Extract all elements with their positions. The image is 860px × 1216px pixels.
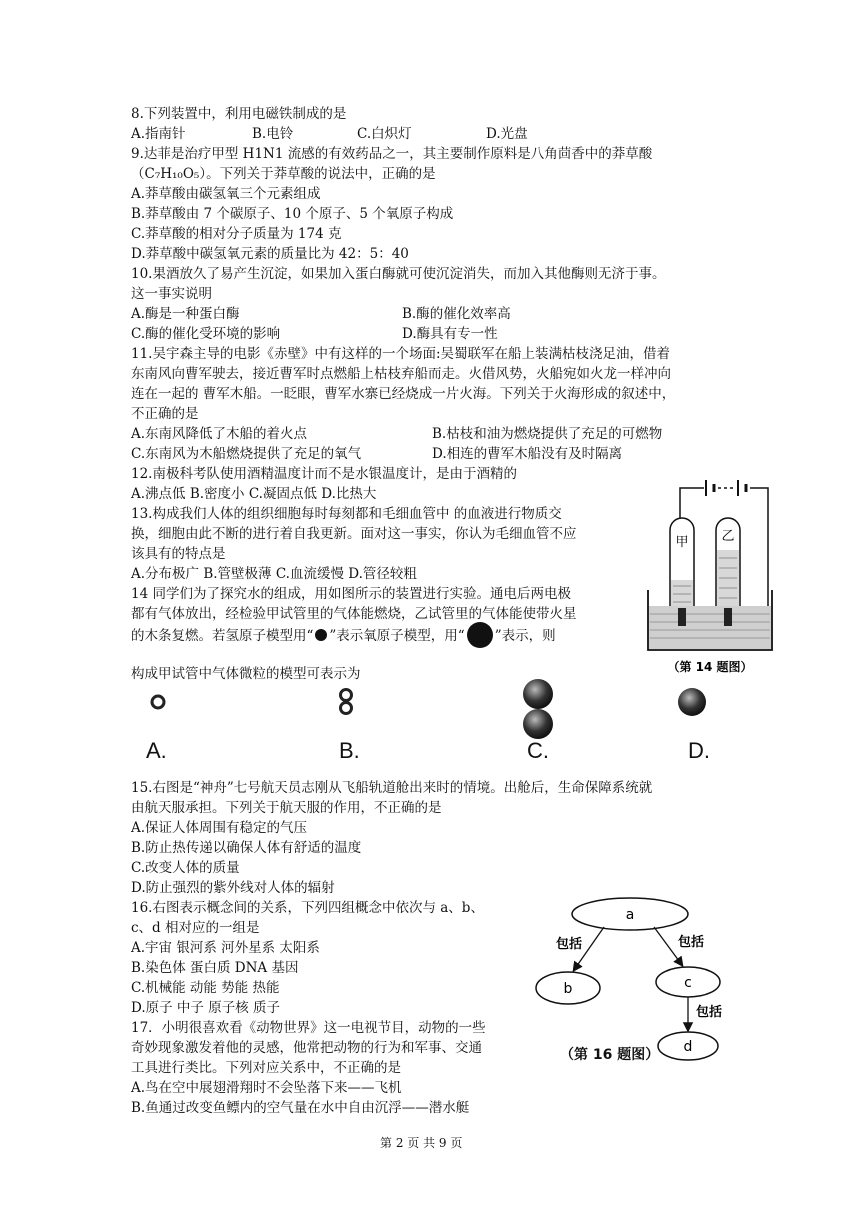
q16-option-a: A.宇宙 银河系 河外星系 太阳系	[131, 940, 320, 956]
page-footer: 第 2 页 共 9 页	[380, 1136, 463, 1150]
q17-option-a: A.鸟在空中展翅滑翔时不会坠落下来——飞机	[131, 1080, 402, 1096]
q14-stem-3	[131, 616, 556, 656]
q8-option-c: C.白炽灯	[357, 126, 412, 142]
oxygen-atom-icon	[467, 622, 493, 648]
q16-stem-1: 16.右图表示概念间的关系，下列四组概念中依次与 a、b、	[131, 900, 484, 916]
q16-option-d: D.原子 中子 原子核 质子	[131, 1000, 281, 1016]
q14-stem-3b: ”表示氧原子模型，用“	[329, 628, 465, 644]
q13-stem-2: 换，细胞由此不断的进行着自我更新。面对这一事实，你认为毛细血管不应	[131, 526, 577, 542]
q13-stem-3: 该具有的特点是	[131, 546, 226, 562]
q16-stem-2: c、d 相对应的一组是	[131, 920, 260, 936]
q10-stem-1: 10.果酒放久了易产生沉淀，如果加入蛋白酶就可使沉淀消失，而加入其他酶则无济于事。	[131, 266, 666, 282]
node-d-label: d	[683, 1039, 693, 1055]
node-b-label: b	[563, 981, 573, 997]
q11-stem-3: 连在一起的 曹军木船。一眨眼，曹军水寨已经烧成一片火海。下列关于火海形成的叙述中，	[131, 386, 676, 402]
q15-stem-2: 由航天服承担。下列关于航天服的作用，不正确的是	[131, 800, 442, 816]
edge-label-a-b: 包括	[556, 937, 583, 952]
q8-option-d: D.光盘	[486, 126, 528, 142]
q10-option-c: C.酶的催化受环境的影响	[131, 326, 281, 342]
q14-stem-3a: 的木条复燃。若氢原子模型用“	[131, 628, 314, 644]
q9-option-b: B.莽草酸由 7 个碳原子、10 个原子、5 个氧原子构成	[131, 206, 454, 222]
q10-option-b: B.酶的催化效率高	[402, 306, 511, 322]
q14-choice-c: C.	[527, 738, 549, 763]
q9-stem-1: 9.达菲是治疗甲型 H1N1 流感的有效药品之一，其主要制作原料是八角茴香中的莽草酸	[131, 146, 653, 162]
q9-option-c: C.莽草酸的相对分子质量为 174 克	[131, 226, 342, 242]
q13-options: A.分布极广 B.管壁极薄 C.血流缓慢 D.管径较粗	[131, 566, 417, 582]
q14-choice-b: B.	[339, 738, 360, 763]
q11-option-d: D.相连的曹军木船没有及时隔离	[432, 446, 623, 462]
q14-stem-3c: ”表示，则	[494, 628, 556, 644]
q12-options: A.沸点低 B.密度小 C.凝固点低 D.比热大	[131, 486, 377, 502]
q15-option-b: B.防止热传递以确保人体有舒适的温度	[131, 840, 362, 856]
q13-stem-1: 13.构成我们人体的组织细胞每时每刻都和毛细血管中 的血液进行物质交	[131, 506, 562, 522]
q14-stem-4: 构成甲试管中气体微粒的模型可表示为	[131, 666, 361, 682]
q14-stem-2: 都有气体放出，经检验甲试管里的气体能燃烧，乙试管里的气体能使带火星	[131, 606, 577, 622]
tube-label-left: 甲	[675, 535, 689, 550]
q12-stem: 12.南极科考队使用酒精温度计而不是水银温度计，是由于酒精的	[131, 466, 517, 482]
node-a-label: a	[625, 907, 635, 923]
q14-figure-caption: （第 14 题图）	[667, 660, 753, 674]
q8-option-a: A.指南针	[131, 126, 186, 142]
q10-stem-2: 这一事实说明	[131, 286, 212, 302]
q11-option-c: C.东南风为木船燃烧提供了充足的氧气	[131, 446, 362, 462]
q17-stem-2: 奇妙现象激发着他的灵感，他常把动物的行为和军事、交通	[131, 1040, 482, 1056]
q11-option-a: A.东南风降低了木船的着火点	[131, 426, 308, 442]
electrolysis-apparatus-figure	[640, 478, 780, 678]
q15-option-c: C.改变人体的质量	[131, 860, 240, 876]
q10-option-a: A.酶是一种蛋白酶	[131, 306, 240, 322]
q17-option-b: B.鱼通过改变鱼鳔内的空气量在水中自由沉浮——潜水艇	[131, 1100, 470, 1116]
q15-option-a: A.保证人体周围有稳定的气压	[131, 820, 308, 836]
q15-option-d: D.防止强烈的紫外线对人体的辐射	[131, 880, 335, 896]
q17-stem-1: 17．小明很喜欢看《动物世界》这一电视节目，动物的一些	[131, 1020, 486, 1036]
q16-option-b: B.染色体 蛋白质 DNA 基因	[131, 960, 299, 976]
edge-label-a-c: 包括	[678, 935, 705, 950]
q9-stem-2: （C₇H₁₀O₅）。下列关于莽草酸的说法中，正确的是	[131, 166, 436, 182]
q9-option-d: D.莽草酸中碳氢氧元素的质量比为 42：5：40	[131, 246, 409, 262]
q8-stem: 8.下列装置中，利用电磁铁制成的是	[131, 106, 347, 122]
q11-stem-2: 东南风向曹军驶去，接近曹军时点燃船上枯枝弃船而走。火借风势，火船宛如火龙一样冲向	[131, 366, 671, 382]
node-c-label: c	[684, 975, 692, 991]
q16-option-c: C.机械能 动能 势能 热能	[131, 980, 280, 996]
q14-choice-a: A.	[146, 738, 167, 763]
q16-figure-caption: （第 16 题图）	[560, 1047, 660, 1063]
q11-stem-4: 不正确的是	[131, 406, 199, 422]
q17-stem-3: 工具进行类比。下列对应关系中，不正确的是	[131, 1060, 401, 1076]
q15-stem-1: 15.右图是“神舟”七号航天员志刚从飞船轨道舱出来时的情境。出舱后，生命保障系统就	[131, 780, 653, 796]
edge-label-c-d: 包括	[696, 1005, 723, 1020]
q10-option-d: D.酶具有专一性	[402, 326, 498, 342]
q11-stem-1: 11.吴宇森主导的电影《赤壁》中有这样的一个场面:吴蜀联军在船上装满枯枝浇足油，借着	[131, 346, 671, 362]
q14-particle-models	[140, 676, 760, 772]
tube-label-right: 乙	[721, 529, 735, 544]
q14-choice-d: D.	[688, 738, 710, 763]
q9-option-a: A.莽草酸由碳氢氧三个元素组成	[131, 186, 321, 202]
q8-option-b: B.电铃	[252, 126, 294, 142]
hydrogen-atom-icon	[315, 629, 327, 641]
q11-option-b: B.枯枝和油为燃烧提供了充足的可燃物	[432, 426, 663, 442]
q14-stem-1: 14 同学们为了探究水的组成，用如图所示的装置进行实验。通电后两电极	[131, 586, 571, 602]
